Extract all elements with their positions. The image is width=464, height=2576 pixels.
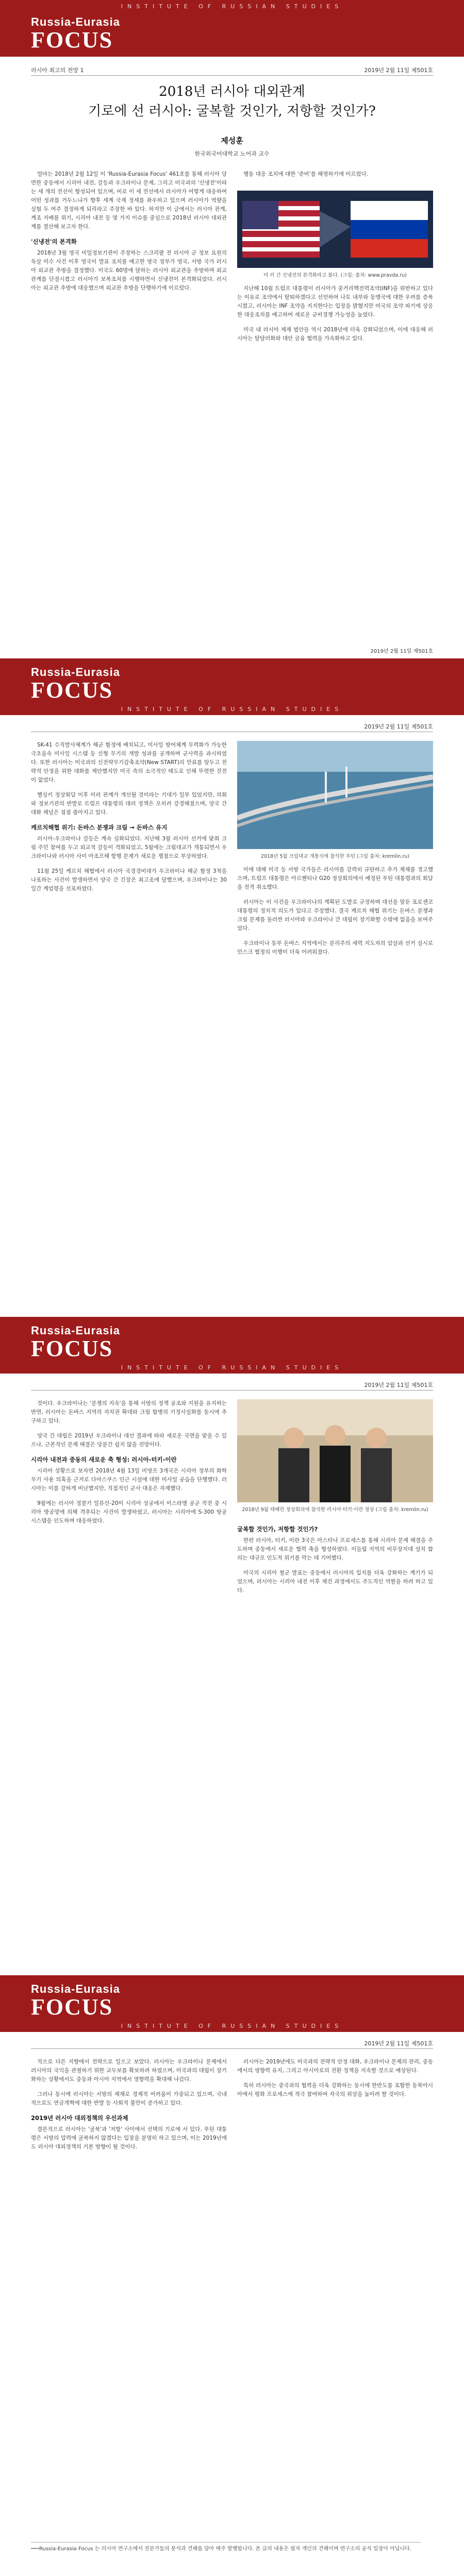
issue-date: 2019년 2월 11일 제501호 <box>364 67 433 74</box>
quote-mark: ― <box>31 2543 39 2553</box>
logo-top: Russia-Eurasia <box>31 15 120 28</box>
editor-note-text: Russia-Eurasia Focus 는 러시아 연구소에서 전문가들의 분석과 견해를 담아 매주 발행합니다. 본 글의 내용은 필자 개인의 견해이며 연구소의 공식 입장이 아닙니다. <box>39 2546 411 2552</box>
flags-image <box>237 191 433 268</box>
logo-top: Russia-Eurasia <box>31 1324 120 1337</box>
p1-right-column <box>237 284 433 343</box>
page-2 <box>0 658 464 1317</box>
page-1 <box>0 0 464 658</box>
band-text: INSTITUTE OF RUSSIAN STUDIES <box>121 2023 343 2029</box>
p1-left-para-1: 얼마는 2018년 2월 12일 이 'Russia-Eurasia Focus' 461호를 통해 러시아 당면한 중동에서 시리아 내전, 갈등과 우크라이나 문제, 그리고 미국과의 '신냉전'이라는 세 개의 전선이 형성되어 있으며, 비로 이 세 전선에서 러시아가 어떻게 대응하여 어떤 성과를 거두느냐가 향후 세계 국제 정세를 좌우하고 있으며 러시아가 역량을 실험 두 여주 결정하게 되리라고 주장한 바 있다. 하지만 이 글에서는 러시아 관계, 계조 지배를 위기, 시리아 내전 등 몇 가지 이슈를 중심으로 2018년 러시아 대외관계를 결산해 보고자 한다. <box>31 171 227 230</box>
header-band <box>0 0 464 57</box>
p3-left-para-2: 양국 간 대립은 2019년 우크라이나 대선 결과에 따라 새로운 국면을 맞을 수 있으나, 근본적인 문제 해결은 당분간 쉽지 않을 전망이다. <box>31 1433 227 1448</box>
p1-right-para-1: 지난해 10월 트럼프 대통령이 러시아가 중거리핵전력조약(INF)을 위반하고 있다는 이유로 조약에서 탈퇴하겠다고 선언하여 나토 내부와 동맹국에 대한 우려를 증폭시켰고, 러시아는 INF 조약을 지지한다는 입장을 밝혔지만 미국의 조약 파기에 상응한 대응조치를 예고하여 새로운 군비경쟁 가능성을 높였다. <box>237 285 433 318</box>
p3-left2-para-2: 9월에는 러시아 정찰기 일류신-20이 시리아 상공에서 이스라엘 공군 작전 중 시리아 방공망에 의해 격추되는 사건이 발생하였고, 러시아는 시리아에 S-300 방공 시스템을 인도하며 대응하였다. <box>31 1500 227 1524</box>
summit-image <box>237 1399 433 1502</box>
flags-photo <box>237 191 433 268</box>
bridge-image <box>237 741 433 849</box>
p2-left-para-2: 헬싱키 정상회담 이후 미러 관계가 개선될 것이라는 기대가 일부 있었지만, 의회와 정보기관의 반발로 트럼프 대통령의 대러 정책은 오히려 강경해졌으며, 양국 간 대화 채널은 점점 좁아지고 있다. <box>31 792 227 816</box>
logo-main: FOCUS <box>31 1994 113 2020</box>
p2-left2-para-2: 11월 25일 케르치 해협에서 러시아 국경경비대가 우크라이나 해군 함정 3척을 나포하는 사건이 발생하면서 양국 간 긴장은 최고조에 달했으며, 우크라이나는 30일간 계엄령을 선포하였다. <box>31 868 227 892</box>
header-band <box>0 658 464 715</box>
page-4 <box>0 1975 464 2576</box>
author-name: 제성훈 <box>221 136 243 145</box>
p1-right-top <box>237 170 433 179</box>
p4-left-para-2: 그러나 동시에 러시아는 서방의 제재로 경제적 어려움이 가중되고 있으며, 국내적으로도 연금개혁에 대한 반발 등 사회적 불만이 증가하고 있다. <box>31 2091 227 2106</box>
p2-left-column <box>31 741 227 893</box>
p2-left-para-1: SK-41 수직발사체계가 해군 함정에 배치되고, 미사일 방어체계 무력화가 가능한 극초음속 미사일 시스템 등 신형 무기의 개발 성과를 공개하며 군사력을 과시하였다. 또한 러시아는 미국과의 신전략무기감축조약(New START)의 만료를 앞두고 전략적 안정을 위한 대화를 제안했지만 미국 측의 소극적인 태도로 인해 뚜렷한 진전이 없었다. <box>31 742 227 783</box>
p4-right-column <box>237 2058 433 2099</box>
summit-photo <box>237 1399 433 1502</box>
p4-left-column <box>31 2058 227 2151</box>
issue-header <box>31 720 433 732</box>
p2-left2-para-1: 러시아-우크라이나 갈등은 계속 심화되었다. 지난해 3월 러시아 선거에 맞춰 크림 주민 참여를 두고 외교적 갈등이 격화되었고, 5월에는 크림대교가 개통되면서 우크라이나와 러시아 사이 아조프해 항행 문제가 새로운 쟁점으로 부상하였다. <box>31 836 227 859</box>
logo-main: FOCUS <box>31 27 113 53</box>
title-line2: 기로에 선 러시아: 굴복할 것인가, 저항할 것인가? <box>88 104 376 119</box>
issue-date: 2019년 2월 11일 제501호 <box>364 1382 433 1388</box>
p4-left2-para-1: 결론적으로 러시아는 '굴복'과 '저항' 사이에서 선택의 기로에 서 있다. 푸틴 대통령은 서방의 압력에 굴복하지 않겠다는 입장을 분명히 하고 있으며, 이는 2019년에도 러시아 대외정책의 기본 방향이 될 것이다. <box>31 2126 227 2150</box>
p3-left-para-1: 것이다. 우크라이나는 '분쟁의 지속'을 통해 서방의 정책 공조와 지원을 유지하는 반면, 러시아는 돈바스 지역의 자치권 확대와 크림 합병의 기정사실화를 동시에 추구하고 있다. <box>31 1400 227 1424</box>
p2-right-column <box>237 866 433 957</box>
p3-right-heading: 굴복할 것인가, 저항할 것인가? <box>237 1526 318 1533</box>
p3-left-column <box>31 1399 227 1526</box>
p1-caption: 미 러 간 신냉전의 본격화라고 볼다. (그림: 출처: www.pravda.ru) <box>263 273 407 278</box>
issue-left: 러시아 최고의 전망 1 <box>31 67 84 74</box>
issue-date: 2019년 2월 11일 제501호 <box>364 723 433 730</box>
p3-right-para-2: 미국의 시리아 철군 발표는 중동에서 러시아의 입지를 더욱 강화하는 계기가 되었으며, 러시아는 시리아 내전 이후 재건 과정에서도 주도적인 역할을 하려 하고 있다. <box>237 1570 433 1594</box>
p2-left-heading: 케르치해협 위기: 돈바스 분쟁과 크림 → 돈바스 유지 <box>31 824 168 831</box>
p2-right-para-1: 이에 대해 미국 등 서방 국가들은 러시아를 강력히 규탄하고 추가 제재를 경고했으며, 트럼프 대통령은 아르헨티나 G20 정상회의에서 예정된 푸틴 대통령과의 회담을 전격 취소했다. <box>237 867 433 890</box>
p4-left-heading: 2019년 러시아 대외정책의 우선과제 <box>31 2114 128 2122</box>
band-text: INSTITUTE OF RUSSIAN STUDIES <box>121 3 343 10</box>
header-band <box>0 1317 464 1374</box>
page-number: 2019년 2월 11일 제501호 <box>370 649 433 654</box>
p3-right-column <box>237 1525 433 1595</box>
bridge-photo <box>237 741 433 849</box>
issue-header <box>31 1379 433 1391</box>
p4-right-para-1: 러시아는 2019년에도 미국과의 전략적 안정 대화, 우크라이나 문제의 관리, 중동에서의 영향력 유지, 그리고 아시아로의 전환 정책을 지속할 것으로 예상된다. <box>237 2059 433 2074</box>
p4-left-para-1: 적으로 다른 지향에서 전략으로 일으고 보았다. 러시아는 우크라이나 문제에서 러시아의 국익을 관철하기 위한 교두보를 확보하려 하였으며, 미국과의 대립이 장기화하는 상황에서도 중동과 아시아 지역에서 영향력을 확대해 나갔다. <box>31 2059 227 2082</box>
p2-caption: 2018년 5월 크림대교 개통식에 참석한 푸틴 (그림 출처: kremlin.ru) <box>261 854 409 859</box>
p2-right-para-2: 러시아는 이 사건을 우크라이나의 계획된 도발로 규정하며 대선을 앞둔 포로셴코 대통령의 정치적 의도가 있다고 주장했다. 결국 케르치 해협 위기는 돈바스 분쟁과 크림 문제를 둘러싼 러시아와 우크라이나 간 대립이 장기화할 수밖에 없음을 보여주었다. <box>237 899 433 931</box>
p3-left2-para-1: 시리아 상황으로 보자면 2018년 4월 13일 미영프 3개국은 시리아 정부의 화학무기 사용 의혹을 근거로 다마스쿠스 인근 시설에 대한 미사일 공습을 단행했다. 러시아는 이를 강하게 비난했지만, 직접적인 군사 대응은 자제했다. <box>31 1468 227 1492</box>
issue-header <box>31 64 433 76</box>
p1-left-column <box>31 170 227 293</box>
p4-right-para-2: 특히 러시아는 중국과의 협력을 더욱 강화하는 동시에 한반도를 포함한 동북아시아에서 평화 프로세스에 적극 참여하여 자국의 위상을 높이려 할 것이다. <box>237 2082 433 2097</box>
editor-note <box>31 2542 421 2560</box>
logo-main: FOCUS <box>31 677 113 703</box>
p3-left-heading: 시리아 내전과 중동의 새로운 축 형성: 러시아-터키-이란 <box>31 1456 177 1463</box>
p3-caption: 2018년 9월 테헤란 정상회의에 참석한 러시아·터키·이란 정상 (그림 출처: kremlin.ru) <box>242 1507 428 1513</box>
logo-top: Russia-Eurasia <box>31 666 120 679</box>
p2-right-para-3: 우크라이나 동부 돈바스 지역에서는 분리주의 세력 지도자의 암살과 선거 실시로 민스크 협정의 이행이 더욱 어려워졌다. <box>237 940 433 955</box>
page-3 <box>0 1317 464 1975</box>
p1-left2-para-1: 2018년 3월 영국 비밀정보기관이 주장하는 스크리팔 전 러시아 군 정보 요원의 독살 미수 사건 이후 영국이 발표 조치를 예고한 영국 정부가 영국, 서방 국가 러시아 외교관 추방을 결정했다. 미국도 60명에 달하는 러시아 외교관을 추방하며 외교 관계를 단절시켰고 러시아가 보복조치를 시행하면서 신냉전이 본격화되었다. 러시아는 외교관 추방에 대응했으며 외교관 추방을 단행하기에 이르렀다. <box>31 250 227 291</box>
p1-left-heading: '신냉전'의 본격화 <box>31 238 77 245</box>
logo-main: FOCUS <box>31 1336 113 1361</box>
issue-header <box>31 2037 433 2049</box>
band-text: INSTITUTE OF RUSSIAN STUDIES <box>121 706 343 713</box>
p3-right-para-1: 한편 러시아, 터키, 이란 3국은 아스타나 프로세스를 통해 시리아 문제 해결을 주도하며 중동에서 새로운 협력 축을 형성하였다. 이들립 지역의 비무장지대 설치 합의는 대규모 인도적 위기를 막는 데 기여했다. <box>237 1537 433 1561</box>
band-text: INSTITUTE OF RUSSIAN STUDIES <box>121 1364 343 1371</box>
title-line1: 2018년 러시아 대외관계 <box>159 84 305 99</box>
logo-top: Russia-Eurasia <box>31 1982 120 1995</box>
p1-right-para-2: 미국 내 러시아 제재 법안들 역시 2018년에 더욱 강화되었으며, 이에 대응해 러시아는 탈달러화와 대안 금융 협력을 가속화하고 있다. <box>237 327 433 342</box>
header-band <box>0 1975 464 2032</box>
author-affiliation: 한국외국어대학교 노어과 교수 <box>194 150 270 157</box>
issue-date: 2019년 2월 11일 제501호 <box>364 2040 433 2047</box>
p1-right-top-text: 행동 대응 조치에 대한 '준비'를 해명하기에 이르렀다. <box>243 171 369 177</box>
